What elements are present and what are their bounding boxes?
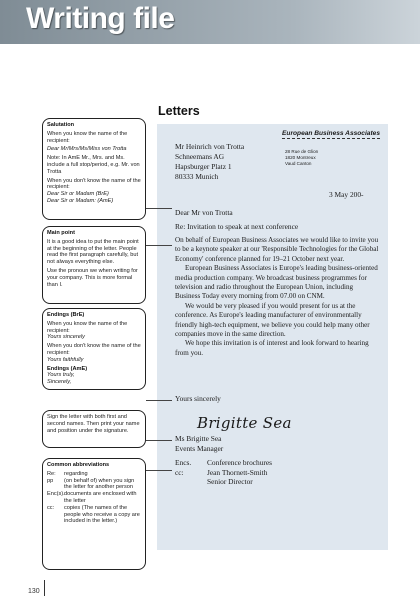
recipient-line: Schneemans AG	[175, 152, 225, 161]
recipient-line: Hapsburger Platz 1	[175, 162, 232, 171]
connector-line	[146, 400, 172, 401]
abbreviation-row	[47, 505, 141, 525]
recipient-line: Mr Heinrich von Trotta	[175, 142, 245, 151]
banner-title: Writing file	[26, 2, 175, 35]
note-sign	[42, 410, 146, 448]
note-heading: Endings (AmE)	[47, 365, 88, 372]
letter-body	[175, 236, 380, 358]
note-example: Dear Sir or Madam (BrE)	[47, 191, 109, 198]
note-example: Yours sincerely	[47, 334, 85, 341]
page-divider	[44, 580, 45, 596]
letter-salutation: Dear Mr von Trotta	[175, 208, 233, 217]
note-example: Dear Mr/Mrs/Ms/Miss von Trotta	[47, 146, 127, 153]
note-heading: Salutation	[47, 122, 75, 128]
page-number: 130	[28, 588, 40, 595]
recipient-address	[175, 142, 244, 182]
letter-date: 3 May 200-	[329, 190, 364, 199]
note-text: When you know the name of the recipient:	[47, 320, 128, 334]
note-abbreviations	[42, 458, 146, 570]
connector-line	[146, 470, 172, 471]
note-text: Note: In AmE Mr., Mrs. and Ms. include a full stop/period, e.g. Mr. von Trotta	[47, 155, 140, 175]
note-text: When you know the name of the recipient:	[47, 130, 128, 144]
note-heading: Endings (BrE)	[47, 312, 85, 318]
connector-line	[146, 440, 172, 441]
abbreviation: pp	[47, 477, 54, 484]
note-heading: Common abbreviations	[47, 462, 110, 468]
abbreviation-row	[47, 491, 141, 505]
company-address-line: 1820 Montreux	[285, 155, 316, 160]
note-text: Use the pronoun we when writing for your company. This is more formal than I.	[47, 267, 138, 288]
abbreviation: cc:	[47, 504, 55, 511]
letter-closing: Yours sincerely	[175, 394, 221, 403]
abbreviation: Re:	[47, 470, 56, 477]
signer-name: Ms Brigitte Sea	[175, 434, 222, 443]
sample-letter	[157, 124, 388, 550]
abbreviation-meaning: documents are enclosed with the letter	[64, 491, 137, 504]
section-title: Letters	[158, 104, 200, 118]
abbreviation-row	[47, 471, 141, 478]
cc-label: cc:	[175, 467, 184, 477]
note-example: Yours truly,	[47, 372, 75, 379]
note-text: When you don't know the name of the recipient:	[47, 177, 141, 191]
recipient-line: 80333 Munich	[175, 172, 219, 181]
note-salutation	[42, 118, 146, 220]
cc-value: Jean Thornett-Smith	[207, 467, 268, 477]
signer-block	[175, 434, 223, 454]
cc-title: Senior Director	[207, 477, 253, 487]
abbreviation-meaning: regarding	[64, 470, 88, 477]
letter-subject: Re: Invitation to speak at next conference	[175, 222, 299, 231]
signer-title: Events Manager	[175, 444, 224, 453]
note-text: When you don't know the name of the recipient:	[47, 343, 141, 356]
connector-line	[146, 245, 172, 246]
note-example: Sincerely,	[47, 379, 72, 386]
handwritten-signature: Brigitte Sea	[197, 414, 292, 432]
company-address	[285, 149, 318, 167]
note-text: Sign the letter with both first and second names. Then print your name and position under the signature.	[47, 414, 140, 434]
company-name: European Business Associates	[282, 130, 380, 137]
connector-line	[146, 208, 172, 209]
banner	[0, 0, 420, 44]
note-example: Yours faithfully	[47, 356, 84, 363]
encs-label: Encs.	[175, 458, 192, 467]
abbreviation: Enc(s).	[47, 491, 65, 498]
letter-paragraph: European Business Associates is Europe's leading business-oriented media production company. We broadcast business programmes for television and radio throughout the European Union, including Business Today every morning from 07.00 on CNM.	[175, 264, 378, 301]
abbreviation-meaning: (on behalf of) when you sign the letter for another person	[64, 477, 135, 491]
letter-paragraph: We hope this invitation is of interest and look forward to hearing from you.	[175, 339, 369, 357]
abbreviation-row	[47, 478, 141, 492]
note-main-point	[42, 226, 146, 304]
note-heading: Main point	[47, 230, 75, 236]
abbreviation-meaning: copies (The names of the people who receive a copy are included in the letter.)	[64, 504, 140, 525]
note-example: Dear Sir or Madam: (AmE)	[47, 197, 114, 204]
company-address-line: Vaud Canton	[285, 161, 312, 166]
letter-paragraph: On behalf of European Business Associates we would like to invite you to be a keynote speaker at our 'Responsible Technologies for the Global Economy' conference planned for 19–21 October next year.	[175, 236, 379, 263]
note-endings	[42, 308, 146, 390]
enclosures-block	[175, 458, 272, 487]
note-text: It is a good idea to put the main point at the beginning of the letter. People read the first paragraph carefully, but not always everything else.	[47, 238, 139, 266]
encs-value: Conference brochures	[207, 458, 273, 467]
letter-paragraph: We would be very pleased if you would present for us at the conference. As Europe's leading manufacturer of environmentally friendly high-tech equipment, we believe you could help many other companies move in the same direction.	[175, 301, 370, 339]
company-address-line: 28 Rue de Glion	[285, 149, 319, 154]
